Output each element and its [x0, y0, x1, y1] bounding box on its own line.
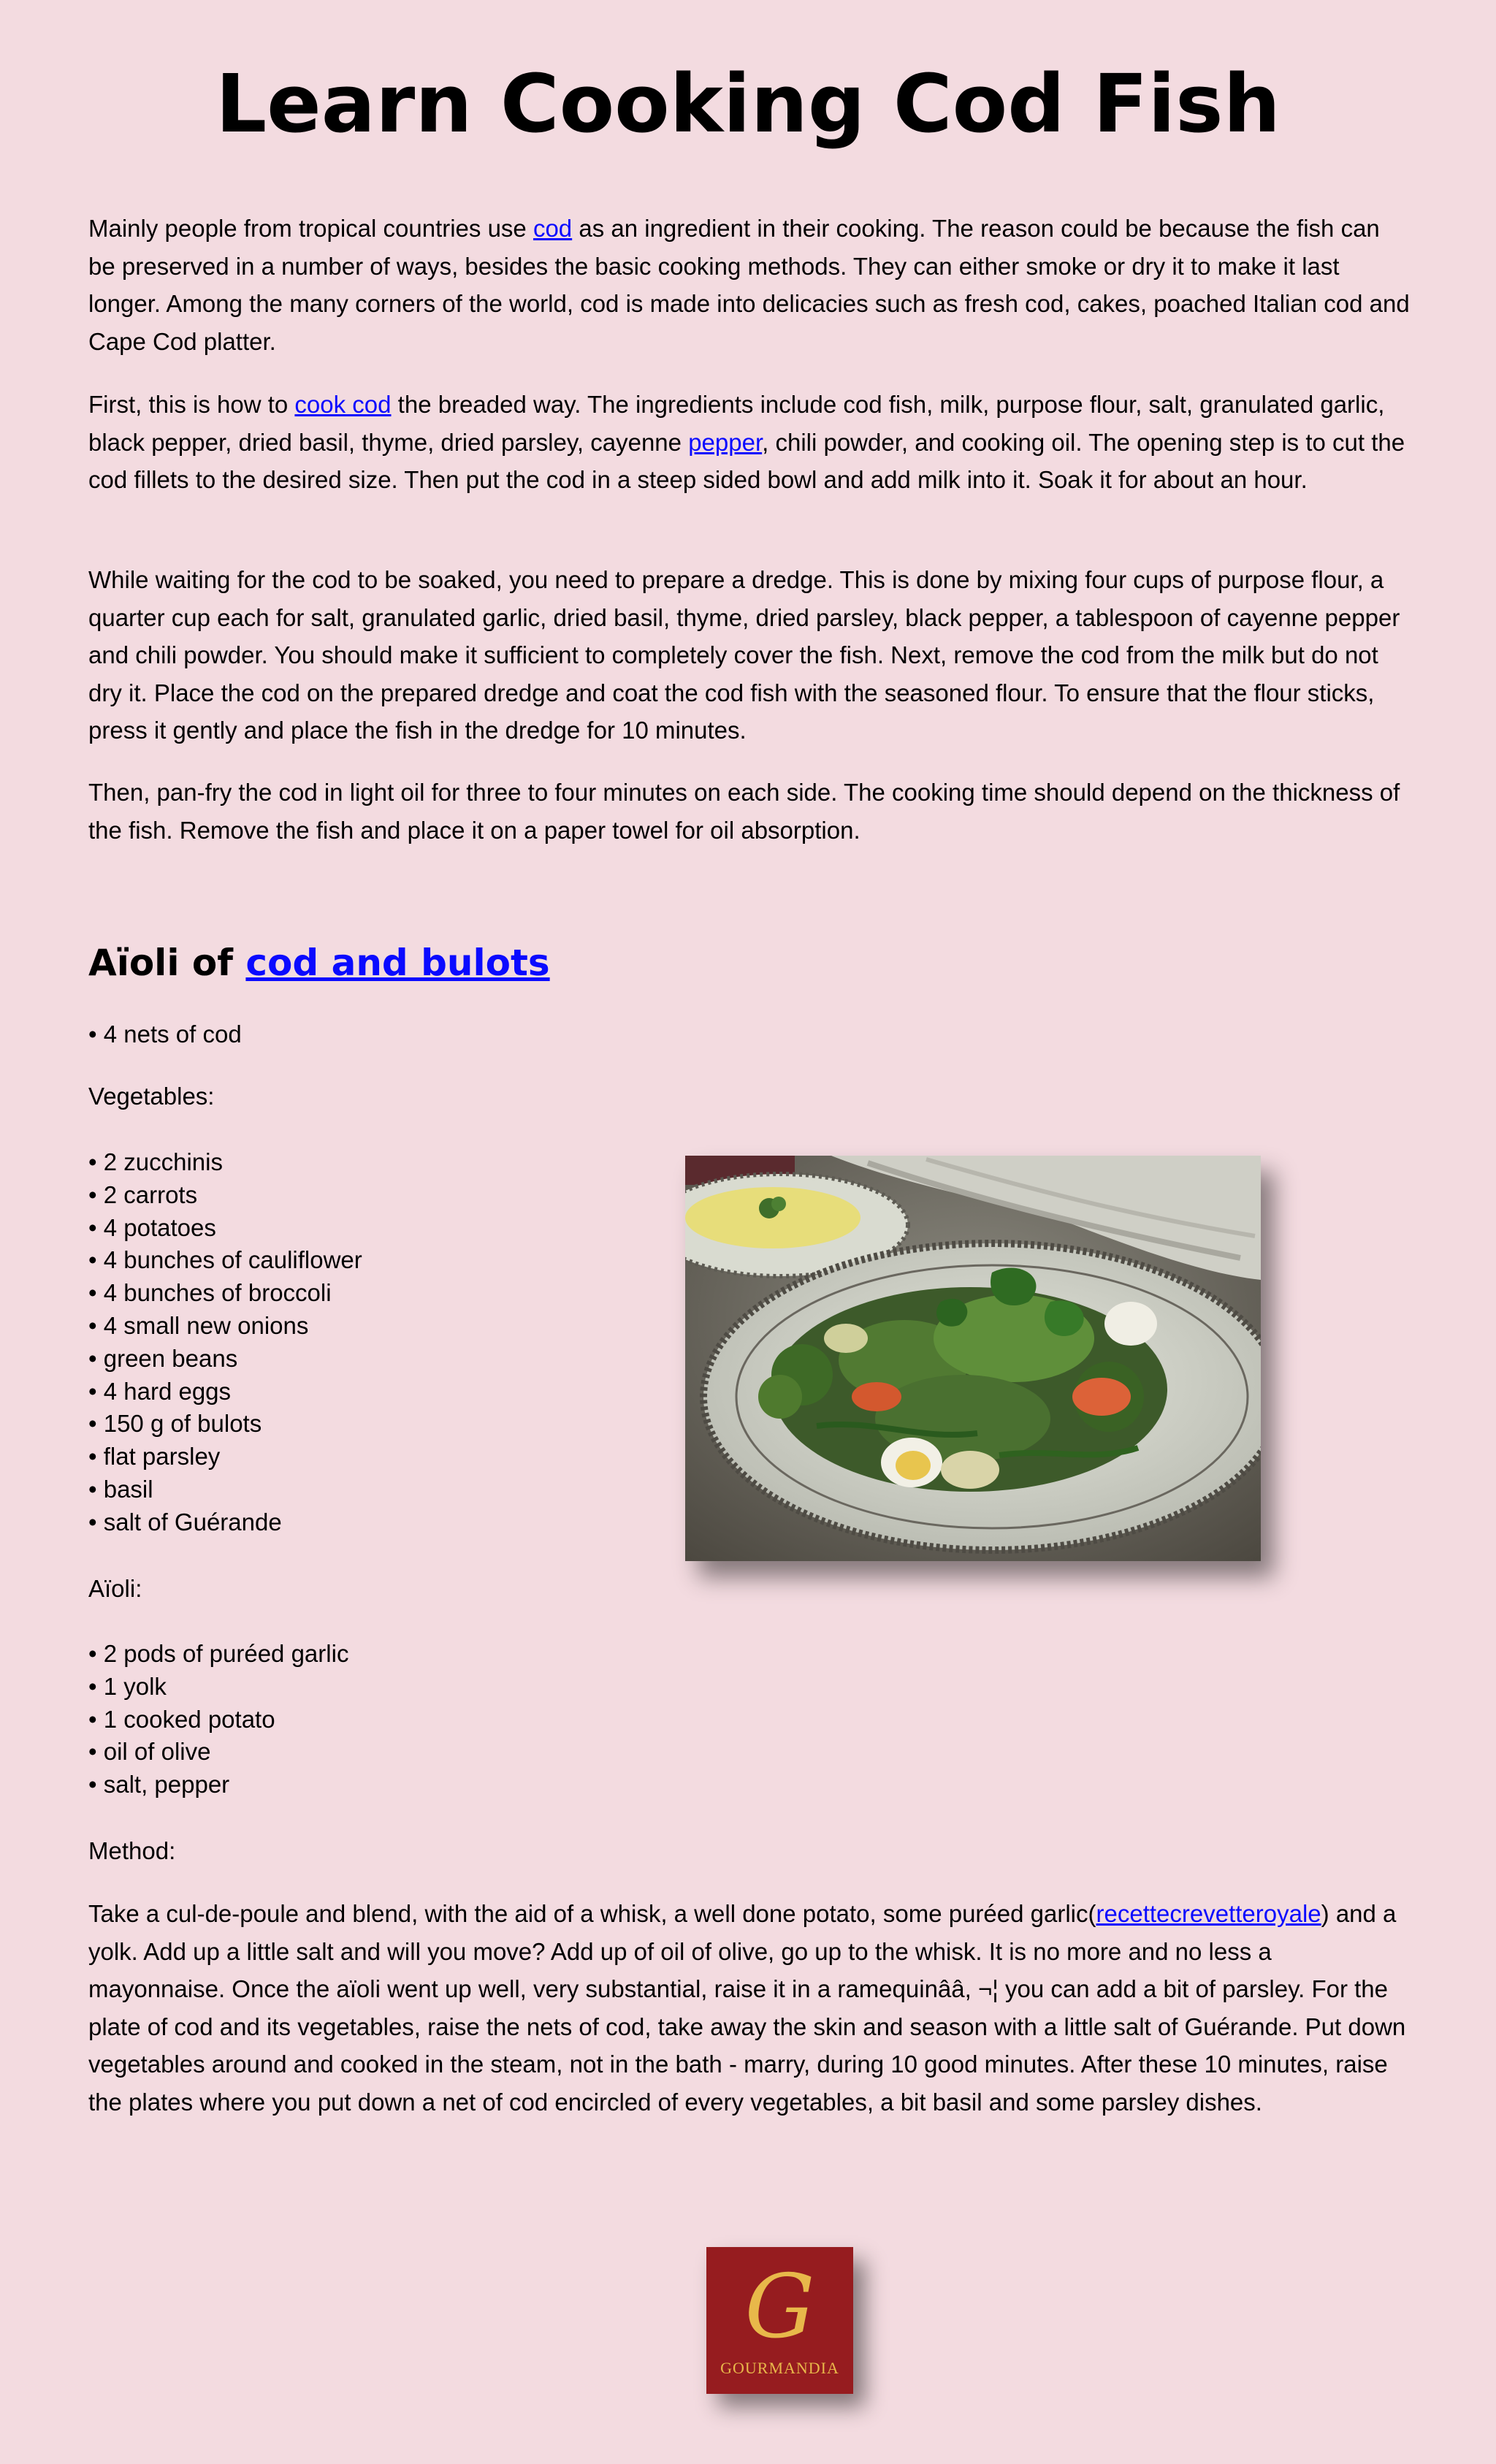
cod-ingredient: • 4 nets of cod	[88, 1021, 242, 1048]
p1-text-b: as an ingredient in their cooking. The reason could be because the fish can be preserved in a number of ways, besides the basic cooking methods. They can either smoke or dry it to make it last longer. Among the many corners of the world, cod is made into delicacies such as fresh cod, cakes, poached Italian cod and Cape Cod platter.	[88, 215, 1410, 355]
method-label: Method:	[88, 1837, 176, 1864]
pepper-link[interactable]: pepper	[688, 428, 763, 456]
cook-cod-link[interactable]: cook cod	[294, 391, 392, 418]
cod-link[interactable]: cod	[533, 215, 573, 242]
recipe-heading-prefix: Aïoli of	[88, 942, 246, 984]
p2-text-a: First, this is how to	[88, 391, 295, 418]
method-text-b: ) and a yolk. Add up a little salt and will you move? Add up of oil of olive, go up to the whisk. It is no more and no less a mayonnaise. Once the aïoli went up well, very substantial, raise it in a ramequinââ, ¬¦ you can add a bit of parsley. For the plate of cod and its vegetables, raise the nets of cod, take away the skin and season with a little salt of Guérande. Put down vegetables around and cooked in the steam, not in the bath - marry, during 10 good minutes. After these 10 minutes, raise the plates where you put down a net of cod encircled of every vegetables, a bit basil and some parsley dishes.	[88, 1900, 1406, 2116]
method-text-a: Take a cul-de-poule and blend, with the aid of a whisk, a well done potato, some puréed garlic(	[88, 1900, 1096, 1927]
list-item: • salt of Guérande	[88, 1508, 282, 1536]
page-title: Learn Cooking Cod Fish	[215, 57, 1281, 150]
dish-illustration	[685, 1156, 1261, 1561]
logo-letter: G	[744, 2257, 815, 2358]
list-item: • 150 g of bulots	[88, 1410, 262, 1438]
list-item: • 1 cooked potato	[88, 1705, 275, 1733]
recipe-heading	[88, 934, 550, 992]
p1-text-a: Mainly people from tropical countries use	[88, 215, 533, 242]
recettecrevetteroyale-link[interactable]: recettecrevetteroyale	[1096, 1900, 1321, 1927]
list-item: • 4 bunches of broccoli	[88, 1279, 332, 1307]
dish-photo	[685, 1156, 1261, 1561]
intro-paragraph-2	[88, 386, 1411, 499]
list-item: • flat parsley	[88, 1443, 221, 1471]
cod-and-bulots-link[interactable]: cod and bulots	[245, 942, 550, 984]
gourmandia-logo[interactable]	[706, 2247, 853, 2394]
list-item: • 4 bunches of cauliflower	[88, 1246, 362, 1274]
list-item: • 2 pods of puréed garlic	[88, 1640, 349, 1667]
aioli-label: Aïoli:	[88, 1575, 142, 1602]
vegetables-list	[88, 1146, 362, 1539]
intro-paragraph-1	[88, 210, 1411, 360]
aioli-list	[88, 1638, 348, 1801]
list-item: • green beans	[88, 1344, 238, 1372]
list-item: • salt, pepper	[88, 1771, 230, 1799]
method-paragraph	[88, 1895, 1411, 2121]
p2-text-b: the breaded way. The ingredients include cod fish, milk, purpose flour, salt, granulated garlic, black pepper, dried basil, thyme, dried parsley, cayenne	[88, 391, 1385, 456]
intro-paragraph-3: While waiting for the cod to be soaked, you need to prepare a dredge. This is done by mixing four cups of purpose flour, a quarter cup each for salt, granulated garlic, dried basil, thyme, dried parsley, black pepper, a tablespoon of cayenne pepper and chili powder. You should make it sufficient to completely cover the fish. Next, remove the cod from the milk but do not dry it. Place the cod on the prepared dredge and coat the cod fish with the seasoned flour. To ensure that the flour sticks, press it gently and place the fish in the dredge for 10 minutes.	[88, 566, 1400, 744]
list-item: • 4 small new onions	[88, 1311, 309, 1339]
list-item: • 4 potatoes	[88, 1213, 216, 1241]
list-item: • 2 carrots	[88, 1180, 198, 1208]
p2-text-c: , chili powder, and cooking oil. The opening step is to cut the cod fillets to the desired size. Then put the cod in a steep sided bowl and add milk into it. Soak it for about an hour.	[88, 428, 1405, 493]
list-item: • 2 zucchinis	[88, 1148, 223, 1175]
vegetables-label: Vegetables:	[88, 1083, 215, 1110]
list-item: • 1 yolk	[88, 1672, 167, 1700]
list-item: • 4 hard eggs	[88, 1377, 232, 1405]
list-item: • oil of olive	[88, 1738, 211, 1766]
logo-name: GOURMANDIA	[720, 2359, 839, 2377]
list-item: • basil	[88, 1475, 153, 1503]
intro-paragraph-4: Then, pan-fry the cod in light oil for three to four minutes on each side. The cooking time should depend on the thickness of the fish. Remove the fish and place it on a paper towel for oil absorption.	[88, 779, 1400, 844]
